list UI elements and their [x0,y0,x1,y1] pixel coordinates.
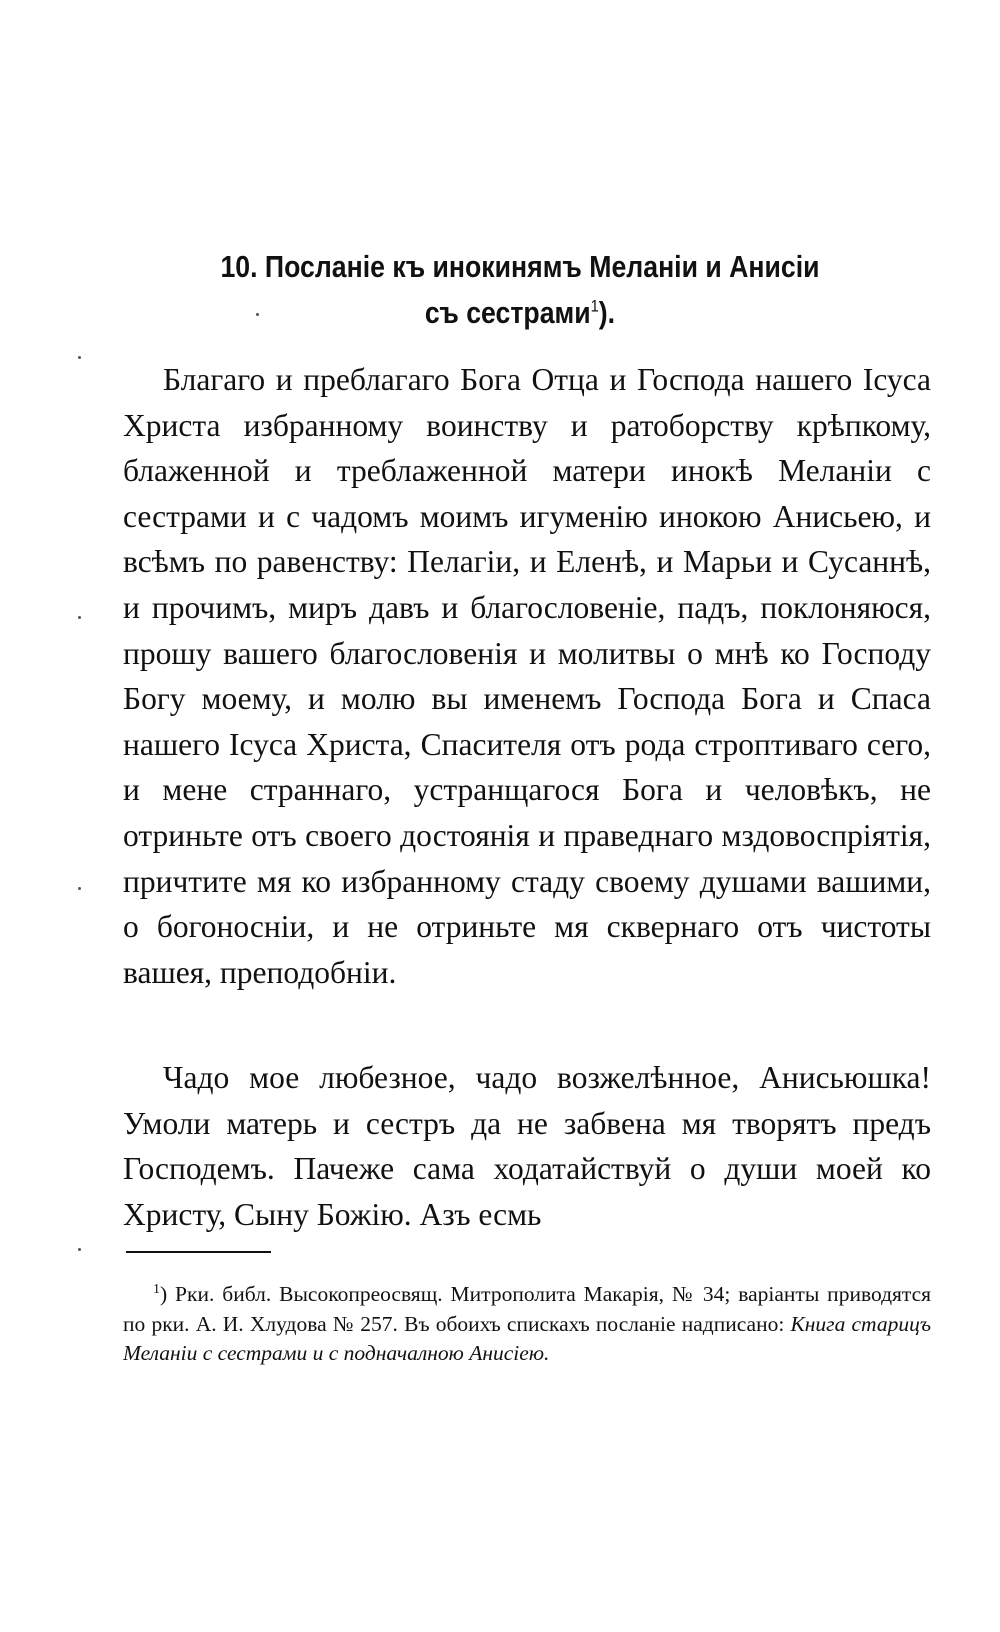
footnote-divider [126,1251,271,1253]
body-paragraph-2: Чадо мое любезное, чадо возжелѣнное, Анисьюшка! Умоли матерь и сестръ да не забвена мя творятъ предъ Господемъ. Пачеже сама ходатайствуй о души моей ко Христу, Сыну Божію. Азъ есмь [123,1060,931,1232]
scan-speck [78,887,81,890]
page-title-line-1: 10. Посланіе къ инокинямъ Меланіи и Анисіи [220,249,820,284]
scan-speck [78,1248,81,1251]
page-title-closing: ). [598,295,616,330]
body-paragraph-1: Благаго и преблагаго Бога Отца и Господа нашего Ісуса Христа избранному воинству и ратоборству крѣпкому, блаженной и треблаженной матери инокѣ Меланіи с сестрами и с чадомъ моимъ игуменію инокою Анисьею, и всѣмъ по равенству: Пелагіи, и Еленѣ, и Марьи и Сусаннѣ, и прочимъ, миръ давъ и благословеніе, падъ, поклоняюся, прошу вашего благословенія и молитвы о мнѣ ко Господу Богу моему, и молю вы именемъ Господа Бога и Спаса нашего Ісуса Христа, Спасителя отъ рода строптиваго сего, и мене страннаго, устранщагося Бога и человѣкъ, не отриньте отъ своего достоянія и праведнаго мздовоспріятія, причтите мя ко избранному стаду своему душами вашими, о богоносніи, и не отриньте мя сквернаго отъ чистоты вашея, преподобніи. [123,362,931,990]
footnote-text-plain: ) Рки. библ. Высокопреосвящ. Митрополита Макарія, № 34; варіанты приводятся по рки. А. И. Хлудова № 257. Въ обоихъ спискахъ посланіе надписано: [123,1282,931,1336]
page-title-continued [159,297,881,328]
footnote [123,1275,931,1369]
page-title [159,251,881,282]
footnote-reference: 1 [590,296,599,316]
page-title-line-2: съ сестрами [424,295,591,330]
scan-speck [256,313,259,316]
footnote-text-italic: Книга старицъ Меланіи с сестрами и с подначалною Анисіею. [123,1311,931,1366]
footnote-marker: 1 [153,1282,160,1297]
scan-speck [78,616,81,619]
scan-speck [78,356,81,359]
footnote-text [123,1275,931,1369]
